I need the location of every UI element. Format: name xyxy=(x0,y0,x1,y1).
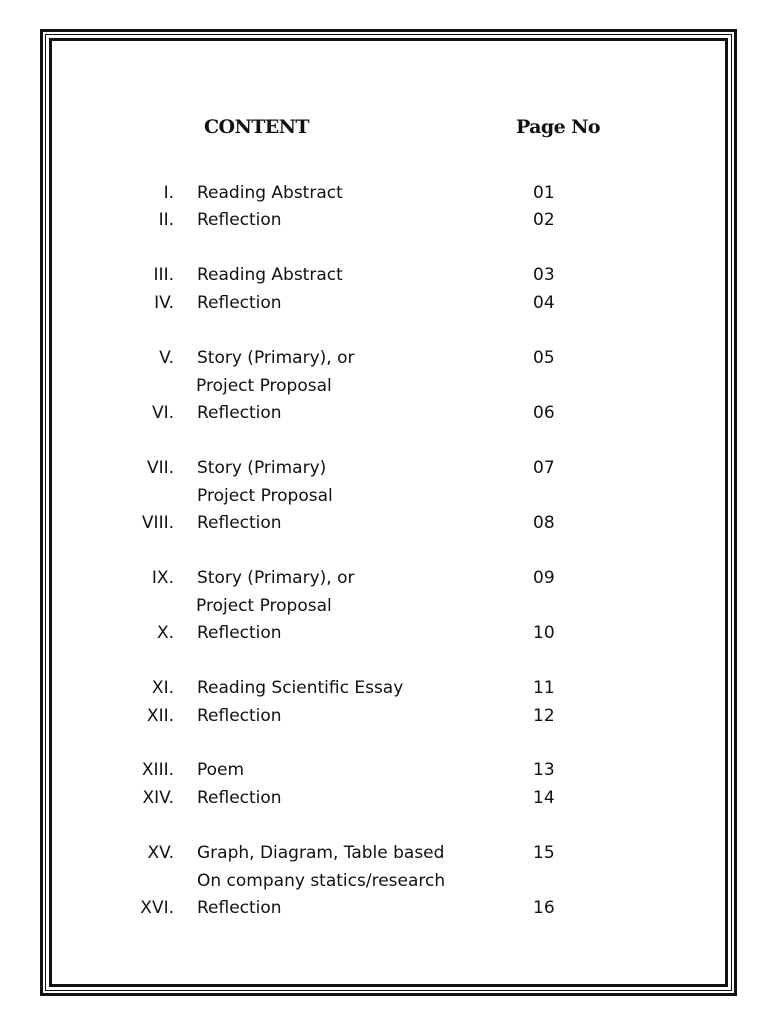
page-no-heading: Page No xyxy=(516,116,600,138)
entry-number: III. xyxy=(153,265,174,285)
entry-title: Reflection xyxy=(197,788,282,808)
entry-number: IV. xyxy=(154,293,174,313)
entry-title: Reflection xyxy=(197,623,282,643)
entry-page: 07 xyxy=(533,458,555,478)
entry-title: Reflection xyxy=(197,706,282,726)
entry-title: Reflection xyxy=(197,898,282,918)
entry-title: Poem xyxy=(197,760,245,780)
entry-title: Reflection xyxy=(197,293,282,313)
entry-number: VI. xyxy=(151,403,174,423)
entry-page: 12 xyxy=(533,706,555,726)
entry-page: 14 xyxy=(533,788,555,808)
entry-number: I. xyxy=(163,183,174,203)
entry-page: 03 xyxy=(533,265,555,285)
entry-title: Story (Primary), or Project Proposal xyxy=(196,568,355,616)
entry-title: Reflection xyxy=(197,513,282,533)
entry-number: XII. xyxy=(146,706,174,726)
entry-page: 08 xyxy=(533,513,555,533)
entry-number: XIV. xyxy=(142,788,174,808)
entry-page: 11 xyxy=(533,678,555,698)
entry-page: 15 xyxy=(533,843,555,863)
entry-number: XIII. xyxy=(141,760,174,780)
entry-number: V. xyxy=(159,348,174,368)
entry-number: XVI. xyxy=(140,898,174,918)
entry-number: VII. xyxy=(146,458,174,478)
entry-title: Reflection xyxy=(197,210,282,230)
entry-page: 09 xyxy=(533,568,555,588)
entry-title: Reading Scientific Essay xyxy=(197,678,404,698)
entry-page: 13 xyxy=(533,760,555,780)
entry-title: Story (Primary) Project Proposal xyxy=(197,458,333,506)
entry-title: Reading Abstract xyxy=(197,265,343,285)
content-heading: CONTENT xyxy=(204,116,309,138)
entry-title: Reflection xyxy=(197,403,282,423)
entry-number: II. xyxy=(158,210,174,230)
entry-number: IX. xyxy=(151,568,174,588)
entry-page: 04 xyxy=(533,293,555,313)
entry-title: Story (Primary), or Project Proposal xyxy=(196,348,355,396)
entry-title: Reading Abstract xyxy=(197,183,343,203)
entry-title: Graph, Diagram, Table based On company statics/research xyxy=(197,843,446,891)
entry-page: 06 xyxy=(533,403,555,423)
entry-page: 16 xyxy=(533,898,555,918)
entry-page: 02 xyxy=(533,210,555,230)
entry-page: 10 xyxy=(533,623,555,643)
entry-page: 01 xyxy=(533,183,555,203)
entry-number: XV. xyxy=(147,843,174,863)
entry-number: X. xyxy=(156,623,174,643)
entry-page: 05 xyxy=(533,348,555,368)
entry-number: XI. xyxy=(151,678,174,698)
entry-number: VIII. xyxy=(141,513,174,533)
